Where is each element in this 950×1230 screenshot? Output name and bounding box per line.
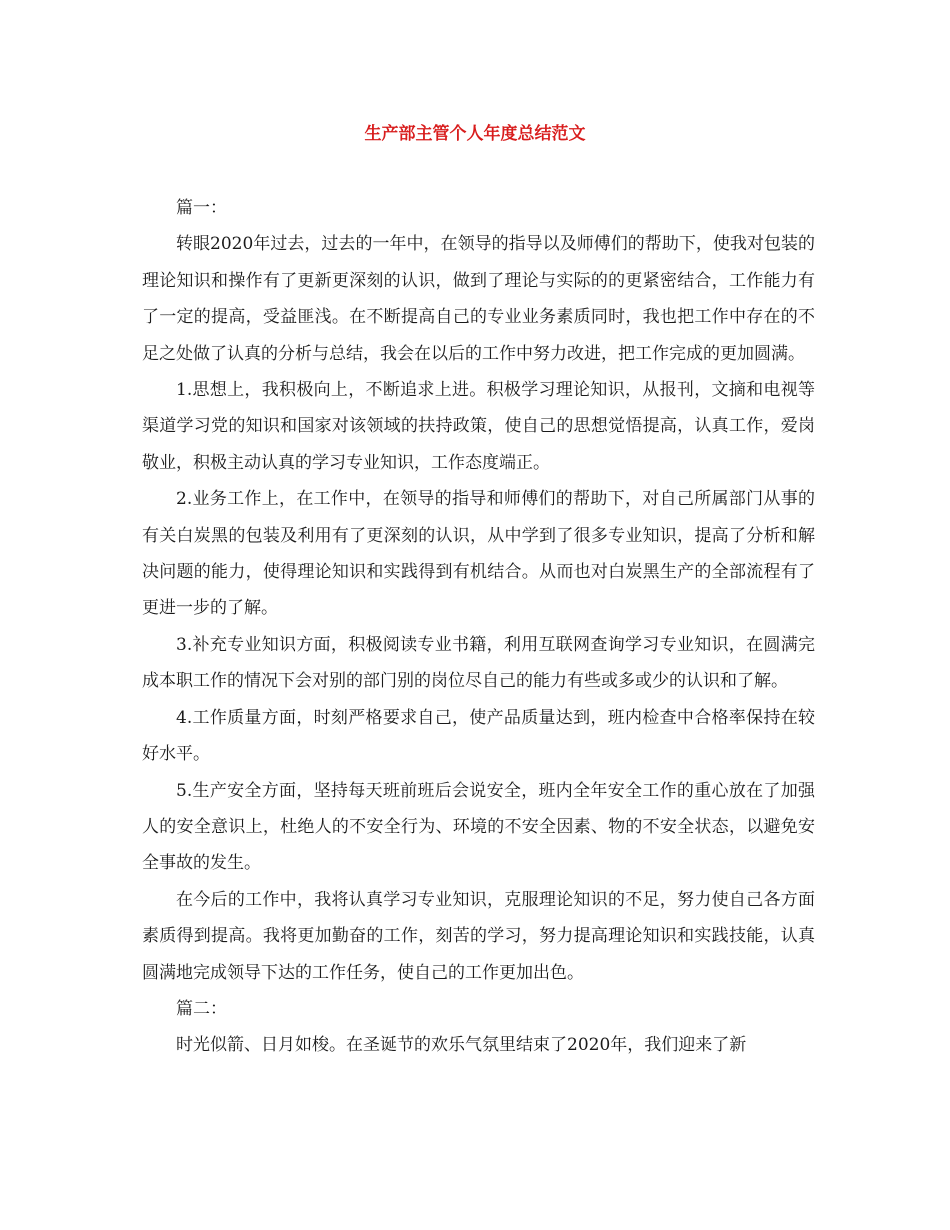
paragraph-intro: 转眼2020年过去，过去的一年中，在领导的指导以及师傅们的帮助下，使我对包装的理论知识和操作有了更新更深刻的认识，做到了理论与实际的的更紧密结合，工作能力有了一定的提高，受益匪浅。在不断提高自己的专业业务素质同时，我也把工作中存在的不足之处做了认真的分析与总结，我会在以后的工作中努力改进，把工作完成的更加圆满。	[142, 234, 815, 364]
section-label-part-two: 篇二：	[176, 998, 227, 1019]
paragraph-item-5-safety: 5.生产安全方面，坚持每天班前班后会说安全，班内全年安全工作的重心放在了加强人的安全意识上，杜绝人的不安全行为、环境的不安全因素、物的不安全状态，以避免安全事故的发生。	[142, 780, 815, 874]
paragraph-item-3-knowledge: 3.补充专业知识方面，积极阅读专业书籍，利用互联网查询学习专业知识，在圆满完成本职工作的情况下会对别的部门别的岗位尽自己的能力有些或多或少的认识和了解。	[142, 634, 815, 692]
paragraph-item-2-work: 2.业务工作上，在工作中，在领导的指导和师傅们的帮助下，对自己所属部门从事的有关白炭黑的包装及利用有了更深刻的认识，从中学到了很多专业知识，提高了分析和解决问题的能力，使得理论知识和实践得到有机结合。从而也对白炭黑生产的全部流程有了更进一步的了解。	[142, 489, 815, 619]
section-label-part-one: 篇一：	[176, 198, 227, 218]
document-body	[142, 190, 815, 1064]
paragraph-item-4-quality: 4.工作质量方面，时刻严格要求自己，使产品质量达到，班内检查中合格率保持在较好水平。	[142, 707, 815, 765]
document-title: 生产部主管个人年度总结范文	[364, 124, 586, 144]
paragraph-part-two-opening: 时光似箭、日月如梭。在圣诞节的欢乐气氛里结束了2020年，我们迎来了新	[176, 1035, 747, 1056]
paragraph-conclusion: 在今后的工作中，我将认真学习专业知识，克服理论知识的不足，努力使自己各方面素质得到提高。我将更加勤奋的工作，刻苦的学习，努力提高理论知识和实践技能，认真圆满地完成领导下达的工作任务，使自己的工作更加出色。	[142, 889, 815, 983]
paragraph-item-1-thinking: 1.思想上，我积极向上，不断追求上进。积极学习理论知识，从报刊，文摘和电视等渠道学习党的知识和国家对该领域的扶持政策，使自己的思想觉悟提高，认真工作，爱岗敬业，积极主动认真的学习专业知识，工作态度端正。	[142, 380, 815, 473]
